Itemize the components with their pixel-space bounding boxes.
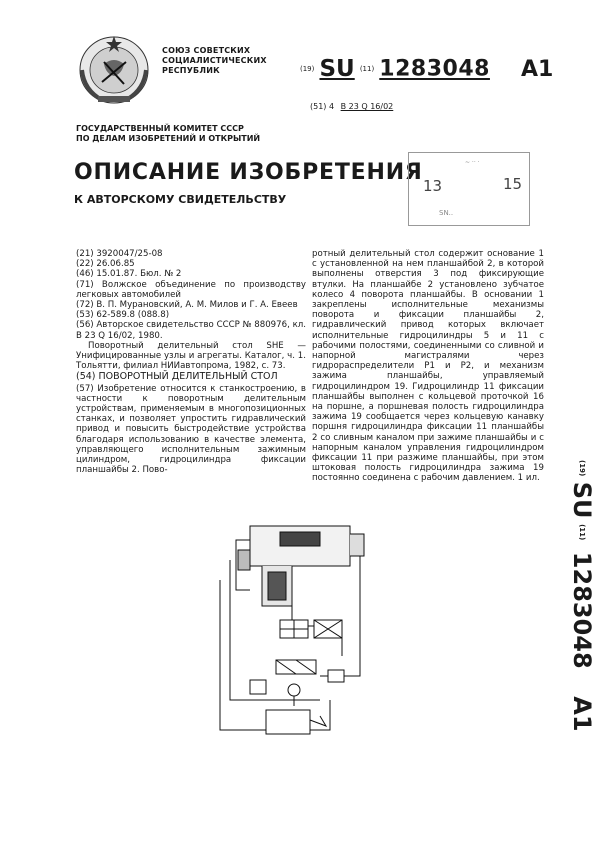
biblio-line: (56) Авторское свидетельство СССР № 880976, кл. B 23 Q 16/02, 1980.	[76, 320, 306, 341]
biblio-line: (22) 26.06.85	[76, 259, 135, 270]
vertical-kind: A1	[568, 696, 596, 732]
biblio-line: (21) 3920047/25-08	[76, 249, 163, 259]
technical-drawing	[210, 520, 380, 740]
stamp-bottom-text: SN..	[439, 209, 454, 217]
biblio-line: (53) 62-589.8 (088.8)	[76, 310, 170, 321]
bibliographic-data	[76, 249, 306, 475]
union-name	[162, 46, 267, 76]
union-line: СОЦИАЛИСТИЧЕСКИХ	[162, 56, 267, 65]
stamp-top-text: ~ ·· ·	[465, 159, 480, 166]
library-stamp	[408, 152, 530, 226]
vertical-publication-number	[556, 460, 596, 732]
committee-line: ПО ДЕЛАМ ИЗОБРЕТЕНИЙ И ОТКРЫТИЙ	[76, 134, 261, 143]
biblio-line: Поворотный делительный стол SHE — Унифицированные узлы и агрегаты. Каталог, ч. 1. Тольятти, филиал НИИавтопрома, 1982, с. 73.	[76, 340, 306, 372]
ipc-value: B 23 Q 16/02	[340, 102, 394, 111]
document-title: ОПИСАНИЕ ИЗОБРЕТЕНИЯ	[74, 160, 423, 185]
vertical-code-19: (19)	[578, 460, 586, 477]
vertical-code-11: (11)	[578, 524, 586, 541]
publication-number	[300, 56, 553, 82]
abstract-text: ротный делительный стол содержит основание 1 с установленной на нем планшайбой 2, в которой выполнены отверстия 3 под фиксирующие втулки. На планшайбе 2 установлено зубчатое колесо 4 поворота планшайбы. В основании 1 закреплены исполнительные механизмы поворота и фиксации планшайбы 2, гидравлический привод которых включает исполнительные гидроцилиндры 5 и 11 с рабочими полостями, соединенными со сливной и напорной магистралями через гидрораспределители Р1 и Р2, и механизм зажима планшайбы, управляемый гидроцилиндром 19. Гидроцилиндр 11 фиксации планшайбы выполнен с кольцевой проточкой 16 на поршне, а поршневая полость гидроцилиндра зажима 19 сообщается через кольцевую канавку поршня гидроцилиндра фиксации 11 планшайбы 2 со сливным каналом при зажиме планшайбы и с напорным каналом управления гидроцилиндром фиксации 11 при разжиме планшайбы, при этом штоковая полость гидроцилиндра зажима 19 постоянно соединена с рабочим давлением. 1 ил.	[312, 249, 544, 484]
abstract-start: (57) Изобретение относится к станкостроению, в частности к поворотным делительным устройствам, применяемым в многопозиционных станках, и позволяет упростить гидравлический привод и повысить быстродействие устройства благодаря использованию в качестве элемента, управляющего исполнительным зажимным цилиндром, гидроцилиндра фиксации планшайбы 2. Пово-	[76, 383, 306, 476]
stamp-right-digits: 15	[503, 175, 523, 193]
ipc-class	[310, 102, 393, 111]
ipc-prefix: (51) 4	[310, 102, 335, 111]
kind-code: A1	[521, 56, 554, 82]
biblio-line: (71) Волжское объединение по производству легковых автомобилей	[76, 279, 306, 300]
document-subtitle: К АВТОРСКОМУ СВИДЕТЕЛЬСТВУ	[74, 193, 287, 206]
stamp-left-digits: 13	[423, 177, 443, 195]
union-line: СОЮЗ СОВЕТСКИХ	[162, 46, 251, 55]
code-19: (19)	[300, 65, 315, 73]
biblio-line: (46) 15.01.87. Бюл. № 2	[76, 269, 182, 280]
vertical-country: SU	[568, 481, 596, 519]
code-11: (11)	[359, 65, 375, 73]
vertical-number: 1283048	[568, 551, 596, 669]
country-code: SU	[319, 56, 355, 82]
biblio-line: (72) В. П. Мурановский, А. М. Милов и Г. А. Евеев	[76, 300, 298, 311]
patent-number: 1283048	[379, 56, 490, 82]
abstract-continuation	[312, 249, 544, 484]
committee	[76, 124, 260, 144]
union-line: РЕСПУБЛИК	[162, 66, 220, 75]
invention-title: (54) ПОВОРОТНЫЙ ДЕЛИТЕЛЬНЫЙ СТОЛ	[76, 371, 278, 383]
committee-line: ГОСУДАРСТВЕННЫЙ КОМИТЕТ СССР	[76, 124, 244, 133]
ussr-emblem-icon	[74, 30, 154, 108]
